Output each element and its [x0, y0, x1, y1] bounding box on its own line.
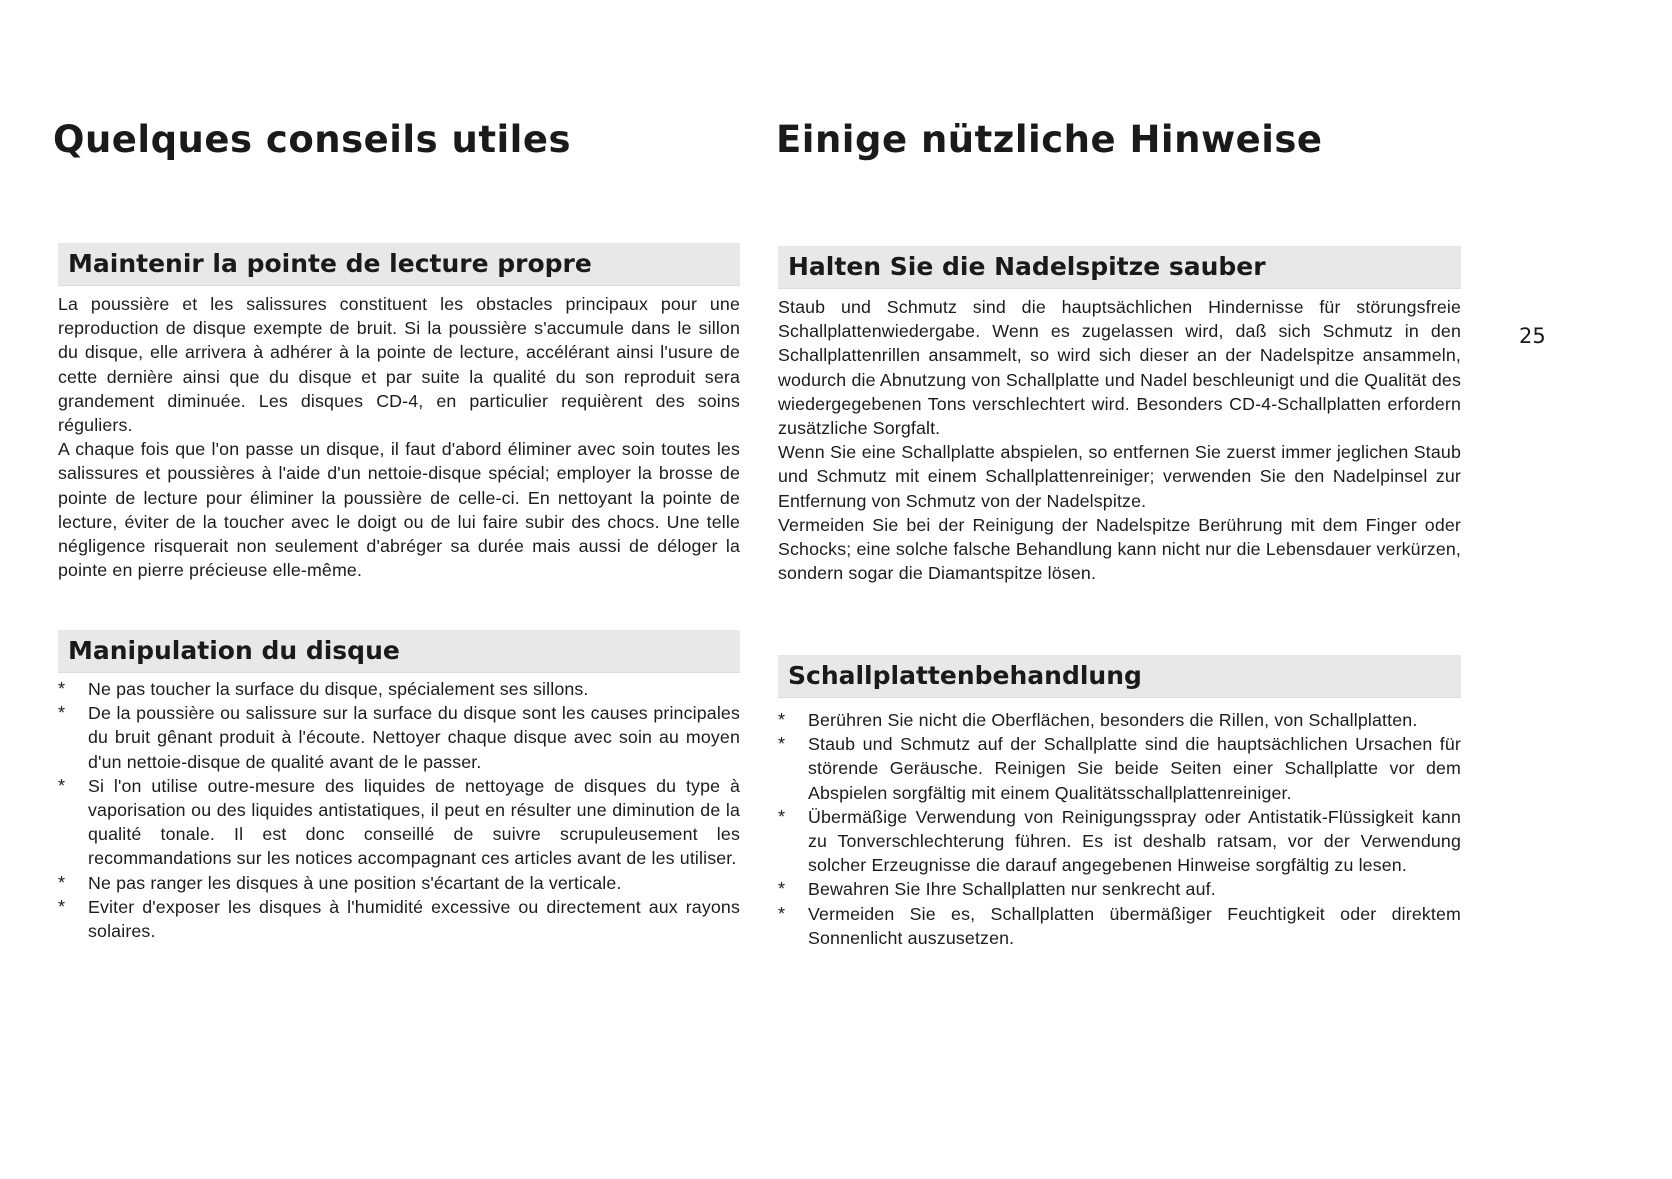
section-heading-band: [58, 630, 740, 673]
list-item: * Eviter d'exposer les disques à l'humidité excessive ou directement aux rayons solaires.: [58, 895, 740, 943]
section-heading-band: [58, 243, 740, 286]
section-stylus-cleaning-german: [778, 246, 1461, 585]
list-item: * Vermeiden Sie es, Schallplatten übermäßiger Feuchtigkeit oder direktem Sonnenlicht auszusetzen.: [778, 902, 1461, 950]
paragraph: Vermeiden Sie bei der Reinigung der Nadelspitze Berührung mit dem Finger oder Schocks; eine solche falsche Behandlung kann nicht nur die Lebensdauer verkürzen, sondern sogar die Diamantspitze lösen.: [778, 514, 1461, 584]
bullet-list: [58, 677, 740, 943]
paragraph: A chaque fois que l'on passe un disque, il faut d'abord éliminer avec soin toutes les salissures et poussières à l'aide d'un nettoie-disque spécial; employer la brosse de pointe de lecture pour éliminer la poussière de celle-ci. En nettoyant la pointe de lecture, éviter de la toucher avec le doigt ou de lui faire subir des chocs. Une telle négligence risquerait non seulement d'abréger sa durée mais aussi de déloger la pointe en pierre précieuse elle-même.: [58, 439, 740, 581]
page-title-french: Quelques conseils utiles: [53, 118, 571, 161]
list-item: * Ne pas toucher la surface du disque, spécialement ses sillons.: [58, 677, 740, 701]
section-heading: Manipulation du disque: [68, 636, 400, 665]
section-record-handling-german: [778, 655, 1461, 950]
page-number: 25: [1519, 324, 1546, 348]
page-title-german: Einige nützliche Hinweise: [776, 118, 1323, 161]
section-record-handling-french: [58, 630, 740, 943]
paragraph: Staub und Schmutz sind die hauptsächlichen Hindernisse für störungsfreie Schallplattenwiedergabe. Wenn es zugelassen wird, daß sich Schmutz in den Schallplattenrillen ansammelt, so wird sich dieser an der Nadelspitze ansammeln, wodurch die Abnutzung von Schallplatte und Nadel beschleunigt und die Qualität des wiedergegebenen Tons verschlechtert wird. Besonders CD-4-Schallplatten erfordern zusätzliche Sorgfalt.: [778, 297, 1461, 439]
bullet-list: [778, 708, 1461, 950]
paragraph: Wenn Sie eine Schallplatte abspielen, so entfernen Sie zuerst immer jeglichen Staub und Schmutz mit einem Schallplattenreiniger; verwenden Sie den Nadelpinsel zur Entfernung von Schmutz von der Nadelspitze.: [778, 442, 1461, 511]
list-item: * Si l'on utilise outre-mesure des liquides de nettoyage de disques du type à vaporisation ou des liquides antistatiques, il peut en résulter une diminution de la qualité tonale. Il est donc conseillé de suivre scrupuleusement les recommandations sur les notices accompagnant ces articles avant de les utiliser.: [58, 774, 740, 871]
section-body: [778, 295, 1461, 585]
section-heading: Halten Sie die Nadelspitze sauber: [788, 252, 1266, 281]
list-item: * Berühren Sie nicht die Oberflächen, besonders die Rillen, von Schallplatten.: [778, 708, 1461, 732]
list-item: * Staub und Schmutz auf der Schallplatte sind die hauptsächlichen Ursachen für störende Geräusche. Reinigen Sie beide Seiten einer Schallplatte vor dem Abspielen sorgfältig mit einem Qualitätsschallplattenreiniger.: [778, 732, 1461, 805]
section-body: [58, 292, 740, 582]
section-heading: Maintenir la pointe de lecture propre: [68, 249, 592, 278]
list-item: * Übermäßige Verwendung von Reinigungsspray oder Antistatik-Flüssigkeit kann zu Tonverschlechterung führen. Es ist deshalb ratsam, vor der Verwendung solcher Erzeugnisse die darauf angegebenen Hinweise sorgfältig zu lesen.: [778, 805, 1461, 878]
paragraph: La poussière et les salissures constituent les obstacles principaux pour une reproduction de disque exempte de bruit. Si la poussière s'accumule dans le sillon du disque, elle arrivera à adhérer à la pointe de lecture, accélérant ainsi l'usure de cette dernière ainsi que du disque et par suite la qualité du son reproduit sera grandement diminuée. Les disques CD-4, en particulier requièrent des soins réguliers.: [58, 294, 740, 436]
list-item: * De la poussière ou salissure sur la surface du disque sont les causes principales du bruit gênant produit à l'écoute. Nettoyer chaque disque avec soin au moyen d'un nettoie-disque de qualité avant de le passer.: [58, 701, 740, 774]
section-heading-band: [778, 246, 1461, 289]
section-stylus-cleaning-french: [58, 243, 740, 582]
list-item: * Bewahren Sie Ihre Schallplatten nur senkrecht auf.: [778, 877, 1461, 901]
section-heading: Schallplattenbehandlung: [788, 661, 1142, 690]
section-heading-band: [778, 655, 1461, 698]
list-item: * Ne pas ranger les disques à une position s'écartant de la verticale.: [58, 871, 740, 895]
